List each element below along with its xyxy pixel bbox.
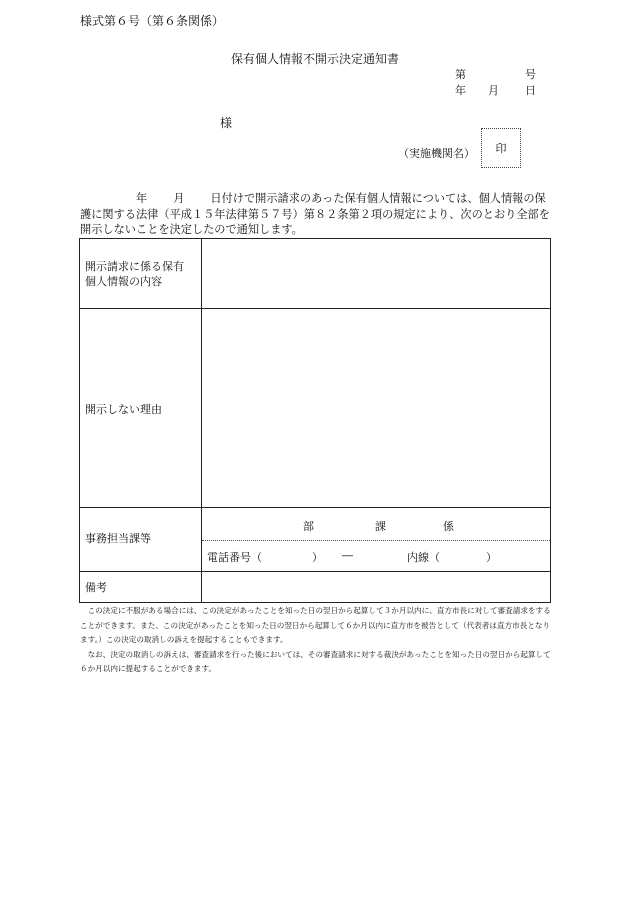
note-paragraph: なお、決定の取消しの訴えは、審査請求を行った後においては、その審査請求に対する裁決があったことを知った日の翌日から起算して６か月以内に提起することができます。 <box>80 649 551 674</box>
document-title: 保有個人情報不開示決定通知書 <box>230 52 399 66</box>
body-date-month: 月 <box>173 192 185 205</box>
body-text: 日付けで開示請求のあった保有個人情報については、個人情報の保護に関する法律（平成１５年法律第５７号）第８２条第２項の規定により、次のとおり全部を開示しないことを決定したので通知します。 <box>80 192 550 236</box>
appeal-notes <box>80 604 554 677</box>
addressee-suffix: 様 <box>220 116 233 130</box>
row-divider <box>80 571 550 572</box>
form-number: 様式第６号（第６条関係） <box>80 14 225 28</box>
dept-kakari: 係 <box>443 520 454 533</box>
dotted-divider <box>202 540 550 541</box>
column-divider <box>201 239 202 602</box>
phone-dash: ― <box>342 549 353 562</box>
phone-label: 電話番号（ <box>207 551 262 564</box>
row-label-reason: 開示しない理由 <box>85 403 162 416</box>
disclosure-table <box>79 238 551 603</box>
row-label-remarks: 備考 <box>85 581 107 594</box>
extension-label: 内線（ <box>407 551 440 564</box>
document-number-suffix: 号 <box>525 68 536 81</box>
date-day: 日 <box>525 84 536 97</box>
date-month: 月 <box>488 84 499 97</box>
phone-close: ） <box>312 551 323 564</box>
seal-text: 印 <box>495 142 507 155</box>
row-label-content <box>85 259 184 289</box>
row-divider <box>80 308 550 309</box>
agency-label: （実施機関名） <box>398 147 475 160</box>
dept-bu: 部 <box>303 520 314 533</box>
note-paragraph: この決定に不服がある場合には、この決定があったことを知った日の翌日から起算して３か月以内に、直方市長に対して審査請求をすることができます。また、この決定があったことを知った日の翌日から起算して６か月以内に直方市を被告として（代表者は直方市長となります。）この決定の取消しの訴えを提起することもできます。 <box>80 606 551 645</box>
document-number-prefix: 第 <box>455 68 466 81</box>
notice-body <box>80 191 555 238</box>
row-label-office: 事務担当課等 <box>85 532 151 545</box>
row-label-content-line2: 個人情報の内容 <box>85 275 162 288</box>
dept-ka: 課 <box>375 520 386 533</box>
row-label-content-line1: 開示請求に係る保有 <box>85 260 184 273</box>
seal-box <box>481 128 521 168</box>
extension-close: ） <box>486 551 497 564</box>
date-year: 年 <box>455 84 466 97</box>
row-divider <box>80 507 550 508</box>
body-date-year: 年 <box>136 192 148 205</box>
